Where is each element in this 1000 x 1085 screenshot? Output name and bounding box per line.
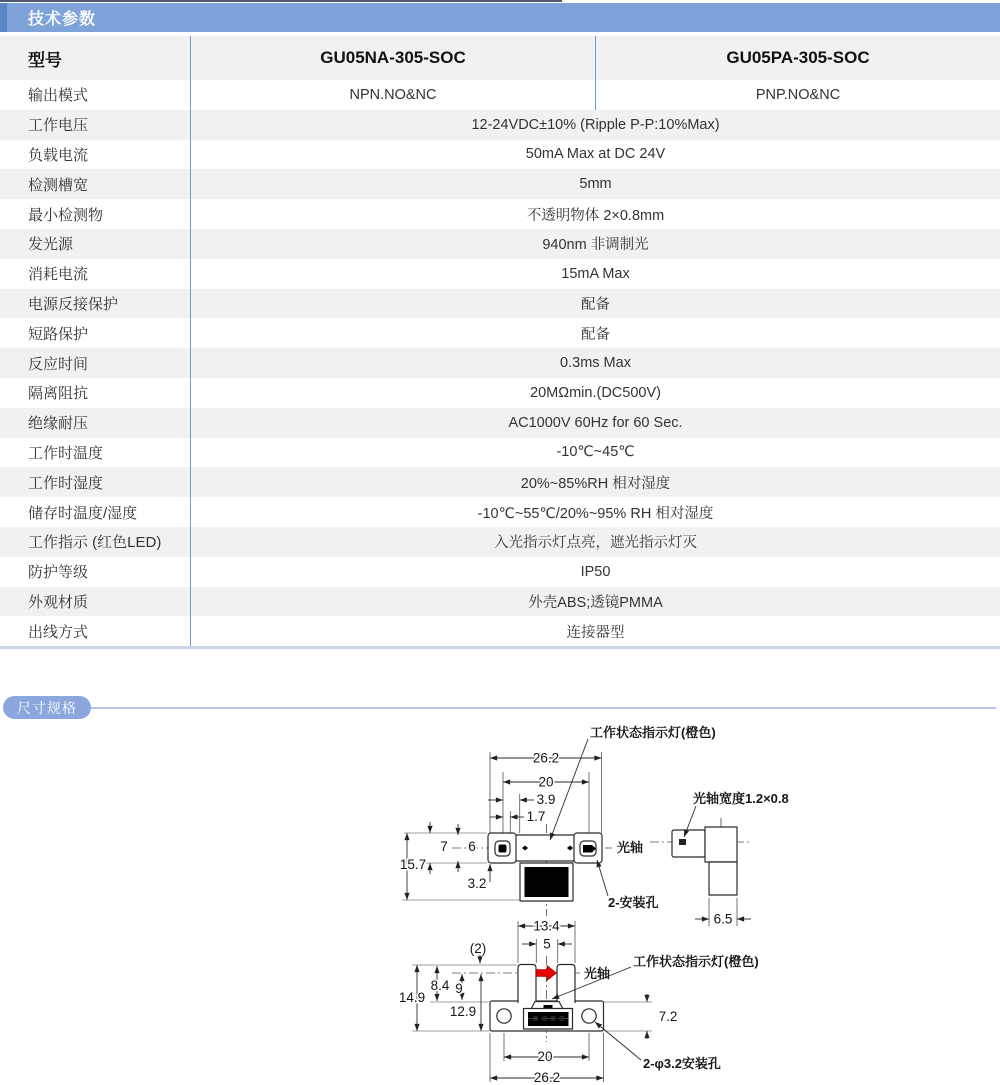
side-view-drawing [650, 791, 789, 927]
table-row [0, 527, 1000, 557]
row-value: 0.3ms Max [190, 348, 1000, 378]
row-value: 外壳ABS;透镜PMMA [190, 587, 1000, 617]
top-axis-label: 光轴 [617, 840, 644, 855]
row-label: 外观材质 [28, 593, 89, 611]
row-value: 20MΩmin.(DC500V) [190, 378, 1000, 408]
model-label: 型号 [28, 50, 62, 70]
table-row [0, 378, 1000, 408]
table-row [0, 408, 1000, 438]
table-row [0, 140, 1000, 170]
row-value: 20%~85%RH 相对湿度 [190, 467, 1000, 497]
tech-params-title: 技术参数 [28, 11, 97, 28]
table-bottom-border [0, 646, 1000, 649]
top-dim-1-7: 1.7 [526, 809, 546, 824]
table-row [0, 289, 1000, 319]
top-dim-7: 7 [440, 839, 448, 854]
front-dim-5: 5 [543, 936, 551, 952]
header-bar-accent [0, 3, 7, 32]
row-label: 储存时温度/湿度 [28, 504, 138, 522]
front-axis-label: 光轴 [584, 966, 611, 981]
top-indicator-label: 工作状态指示灯(橙色) [590, 725, 716, 740]
table-row [0, 616, 1000, 646]
row-value-a: NPN.NO&NC [190, 80, 595, 110]
table-row [0, 348, 1000, 378]
table-row [0, 467, 1000, 497]
front-dim-7-2: 7.2 [658, 1009, 678, 1024]
row-label: 最小检测物 [28, 206, 104, 224]
row-label: 出线方式 [28, 623, 89, 641]
top-dim-3-9: 3.9 [536, 792, 556, 807]
row-label: 发光源 [28, 236, 74, 254]
row-value: 12-24VDC±10% (Ripple P-P:10%Max) [190, 110, 1000, 140]
front-indicator-label: 工作状态指示灯(橙色) [633, 954, 759, 969]
row-label: 工作指示 (红色LED) [28, 534, 162, 552]
row-value: -10℃~55℃/20%~95% RH 相对湿度 [190, 497, 1000, 527]
top-dim-3-2: 3.2 [467, 876, 487, 891]
row-value: 50mA Max at DC 24V [190, 140, 1000, 170]
row-label: 消耗电流 [28, 266, 89, 284]
front-dim-13-4: 13.4 [533, 918, 560, 934]
row-label: 输出模式 [28, 87, 89, 105]
side-axis-width-label: 光轴宽度1.2×0.8 [693, 791, 789, 806]
top-mount-label: 2-安装孔 [608, 895, 659, 910]
row-value: 940nm 非调制光 [190, 229, 1000, 259]
table-row [0, 438, 1000, 468]
tech-params-header-bar [0, 3, 1000, 32]
front-dim-14-9: 14.9 [398, 990, 426, 1005]
table-row [0, 587, 1000, 617]
row-label: 负载电流 [28, 146, 89, 164]
front-view-drawing [399, 919, 759, 1085]
table-row [0, 110, 1000, 140]
row-value: 15mA Max [190, 259, 1000, 289]
table-row [0, 318, 1000, 348]
row-label: 工作时温度 [28, 444, 104, 462]
top-dim-26-2: 26.2 [532, 750, 560, 766]
side-dim-6-5: 6.5 [713, 911, 733, 927]
model-b: GU05PA-305-SOC [595, 36, 1000, 80]
table-row [0, 199, 1000, 229]
row-label: 隔离阻抗 [28, 385, 89, 403]
dimensions-section-rule [91, 707, 996, 709]
row-label: 防护等级 [28, 564, 89, 582]
dimension-drawings [0, 712, 1000, 1085]
front-dim-20: 20 [537, 1049, 553, 1064]
front-mount-label: 2-φ3.2安装孔 [643, 1056, 721, 1071]
row-value: -10℃~45℃ [190, 438, 1000, 468]
row-label: 绝缘耐压 [28, 415, 89, 433]
page-top-edge-line [0, 0, 562, 2]
row-value-b: PNP.NO&NC [595, 80, 1000, 110]
front-dim-2: (2) [469, 941, 487, 956]
top-view-drawing [400, 725, 716, 916]
top-dim-15-7: 15.7 [399, 857, 427, 872]
spec-table-header-row [0, 36, 1000, 80]
table-row [0, 497, 1000, 527]
row-label: 工作时湿度 [28, 474, 104, 492]
spec-table [0, 36, 1000, 649]
row-label: 电源反接保护 [28, 295, 119, 313]
dimensions-section-pill: 尺寸规格 [3, 696, 91, 719]
table-row [0, 169, 1000, 199]
row-label: 反应时间 [28, 355, 89, 373]
row-value: 入光指示灯点亮，遮光指示灯灭 [190, 527, 1000, 557]
row-value: 连接器型 [190, 616, 1000, 646]
row-value: 配备 [190, 289, 1000, 319]
model-a: GU05NA-305-SOC [190, 36, 595, 80]
row-value: 配备 [190, 318, 1000, 348]
front-dim-26-2: 26.2 [533, 1070, 561, 1085]
row-label: 工作电压 [28, 117, 89, 135]
front-dim-12-9: 12.9 [449, 1004, 477, 1019]
front-dim-9: 9 [455, 981, 463, 996]
table-row [0, 557, 1000, 587]
table-row [0, 229, 1000, 259]
row-label: 短路保护 [28, 325, 89, 343]
row-value: 不透明物体 2×0.8mm [190, 199, 1000, 229]
top-dim-6: 6 [468, 839, 476, 854]
top-dim-20: 20 [538, 774, 554, 790]
row-label: 检测槽宽 [28, 176, 89, 194]
table-row [0, 80, 1000, 110]
row-value: 5mm [190, 169, 1000, 199]
front-dim-8-4: 8.4 [430, 978, 450, 993]
row-value: IP50 [190, 557, 1000, 587]
table-row [0, 259, 1000, 289]
row-value: AC1000V 60Hz for 60 Sec. [190, 408, 1000, 438]
